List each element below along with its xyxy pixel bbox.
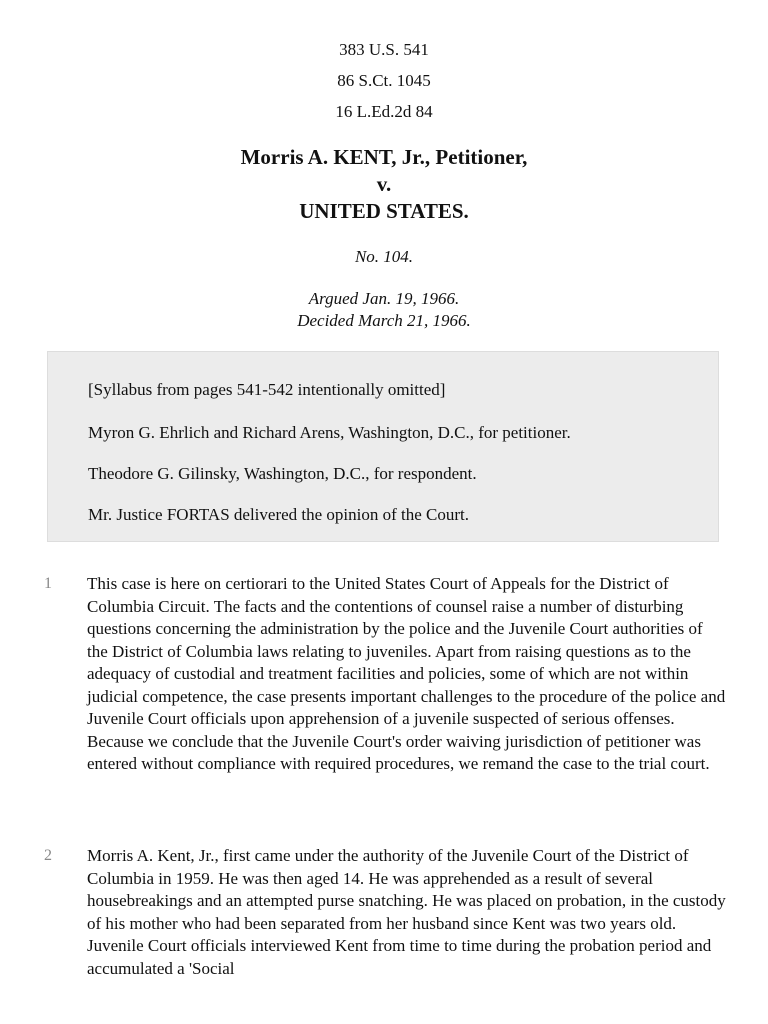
case-title-respondent: UNITED STATES. bbox=[299, 199, 469, 223]
respondent-counsel: Theodore G. Gilinsky, Washington, D.C., for respondent. bbox=[88, 464, 477, 483]
paragraph-text: This case is here on certiorari to the United States Court of Appeals for the District of Columbia Circuit. The facts and the contentions of counsel raise a number of disturbing questions concerning the administration by the police and the Juvenile Court authorities of the District of Columbia laws relating to juveniles. Apart from raising questions as to the adequacy of custodial and treatment facilities and policies, some of which are not within judicial competence, the case presents important challenges to the procedure of the police and Juvenile Court officials upon apprehension of a juvenile suspected of serious offenses. Because we conclude that the Juvenile Court's order waiving jurisdiction of petitioner was entered without compliance with required procedures, we remand the case to the trial court. bbox=[87, 574, 726, 773]
syllabus-omitted-note: [Syllabus from pages 541-542 intentionally omitted] bbox=[88, 380, 446, 399]
case-title bbox=[0, 144, 768, 225]
lawyers-edition-citation: 16 L.Ed.2d 84 bbox=[335, 102, 433, 121]
petitioner-counsel: Myron G. Ehrlich and Richard Arens, Washington, D.C., for petitioner. bbox=[88, 423, 571, 442]
argued-date: Argued Jan. 19, 1966. bbox=[308, 289, 460, 308]
us-reports-citation: 383 U.S. 541 bbox=[339, 40, 429, 59]
supreme-court-reporter-citation: 86 S.Ct. 1045 bbox=[337, 71, 431, 90]
case-dates bbox=[0, 288, 768, 332]
paragraph-number: 1 bbox=[44, 575, 52, 592]
opinion-author: Mr. Justice FORTAS delivered the opinion of the Court. bbox=[88, 505, 470, 524]
case-title-petitioner: Morris A. KENT, Jr., Petitioner, bbox=[240, 145, 528, 169]
case-title-versus: v. bbox=[376, 172, 392, 196]
citation-block bbox=[0, 34, 768, 127]
paragraph-number: 2 bbox=[44, 847, 52, 864]
paragraph-text: Morris A. Kent, Jr., first came under the authority of the Juvenile Court of the District of Columbia in 1959. He was then aged 14. He was apprehended as a result of several housebreakings and an attempted purse snatching. He was placed on probation, in the custody of his mother who had been separated from her husband since Kent was two years old. Juvenile Court officials interviewed Kent from time to time during the probation period and accumulated a 'Social bbox=[87, 846, 726, 978]
decided-date: Decided March 21, 1966. bbox=[297, 311, 471, 330]
docket-number: No. 104. bbox=[354, 247, 414, 266]
syllabus-box bbox=[47, 351, 719, 542]
